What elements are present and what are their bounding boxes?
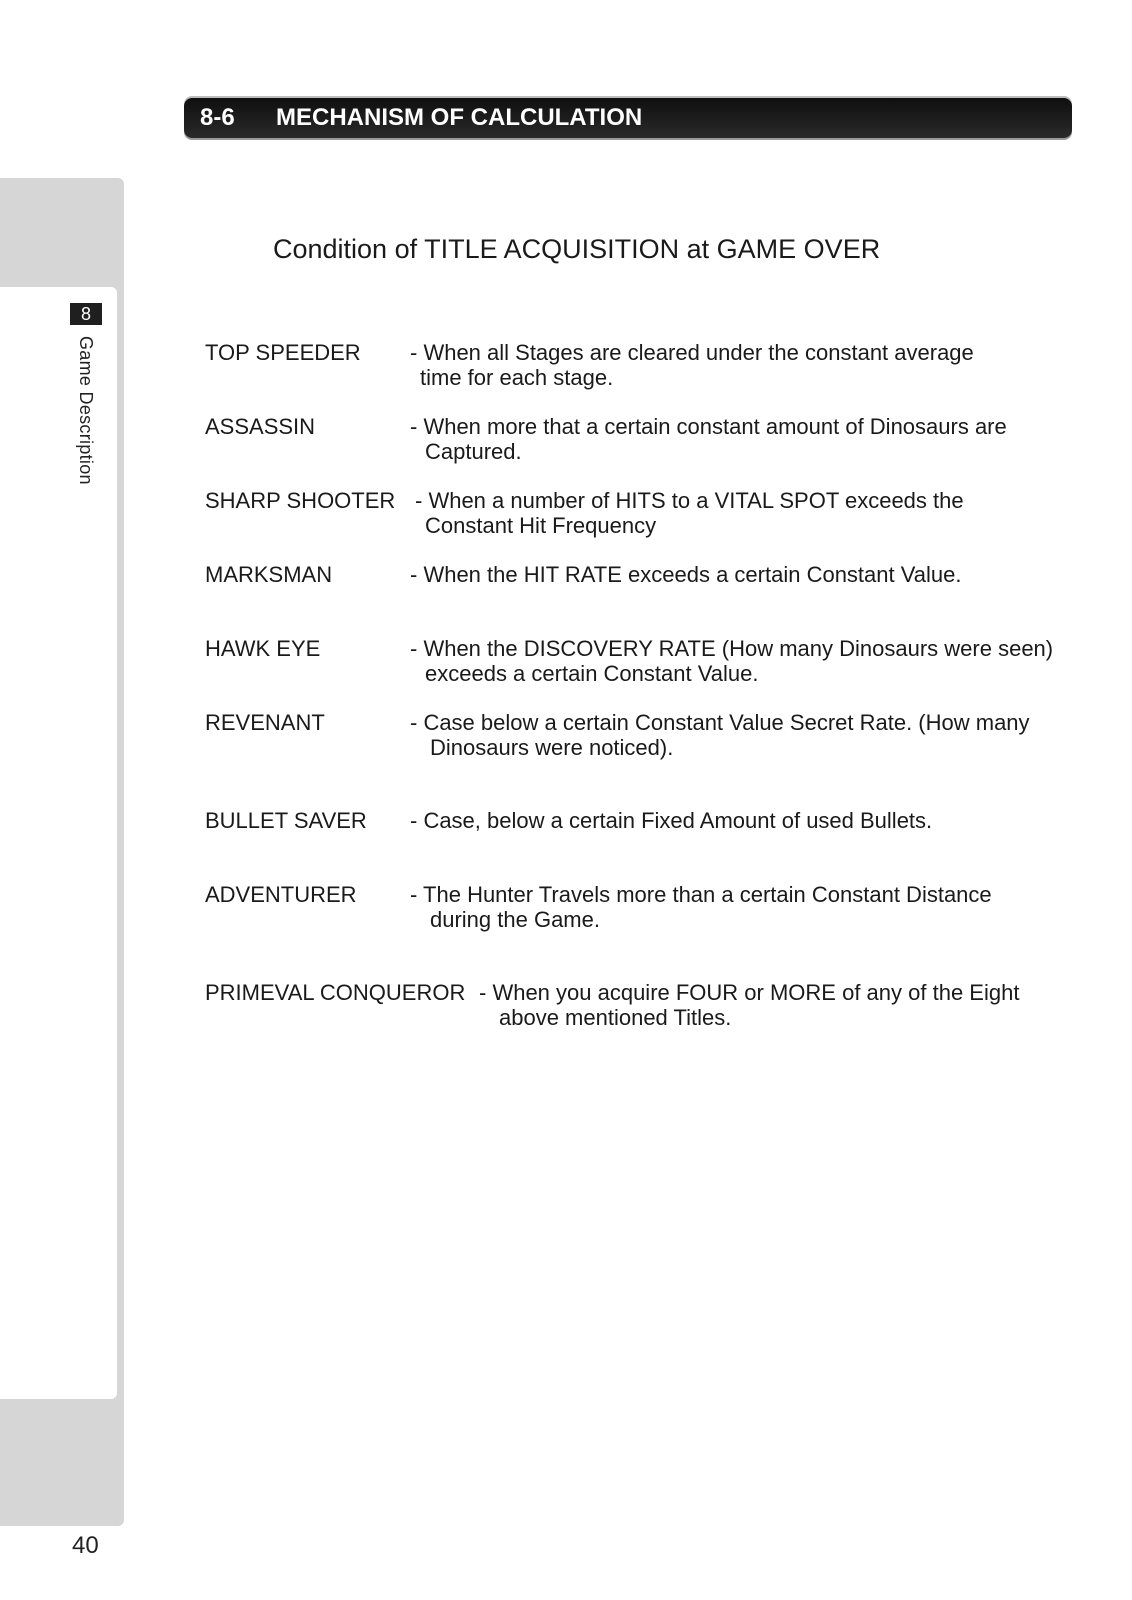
title-term: HAWK EYE bbox=[205, 636, 321, 661]
section-number: 8-6 bbox=[200, 104, 235, 131]
description-line: - When the DISCOVERY RATE (How many Dinosaurs were seen) bbox=[410, 636, 1054, 661]
title-description bbox=[415, 488, 964, 538]
section-header bbox=[184, 98, 1072, 138]
title-description bbox=[410, 882, 992, 932]
title-term: SHARP SHOOTER bbox=[205, 488, 396, 513]
description-line: - Case below a certain Constant Value Secret Rate. (How many bbox=[410, 710, 1030, 735]
description-line: - When you acquire FOUR or MORE of any of the Eight bbox=[479, 980, 1020, 1005]
title-term: PRIMEVAL CONQUEROR bbox=[205, 980, 466, 1005]
side-tab-panel bbox=[0, 287, 117, 1399]
description-line: Dinosaurs were noticed). bbox=[430, 735, 674, 760]
title-term: MARKSMAN bbox=[205, 562, 333, 587]
title-description bbox=[410, 808, 932, 833]
description-line: time for each stage. bbox=[420, 365, 614, 390]
description-line: during the Game. bbox=[430, 907, 600, 932]
title-term: ASSASSIN bbox=[205, 414, 316, 439]
title-term: BULLET SAVER bbox=[205, 808, 367, 833]
title-term: ADVENTURER bbox=[205, 882, 357, 907]
description-line: exceeds a certain Constant Value. bbox=[425, 661, 759, 686]
description-line: - When more that a certain constant amount of Dinosaurs are bbox=[410, 414, 1007, 439]
description-line: - Case, below a certain Fixed Amount of used Bullets. bbox=[410, 808, 933, 833]
title-description bbox=[410, 562, 961, 587]
section-title: MECHANISM OF CALCULATION bbox=[276, 104, 643, 131]
title-description bbox=[410, 414, 1007, 464]
chapter-title: Game Description bbox=[76, 336, 96, 485]
page-number: 40 bbox=[72, 1532, 99, 1559]
title-description bbox=[410, 636, 1053, 686]
chapter-badge: 8 bbox=[70, 303, 102, 325]
description-line: - The Hunter Travels more than a certain Constant Distance bbox=[410, 882, 992, 907]
subtitle: Condition of TITLE ACQUISITION at GAME OVER bbox=[273, 234, 881, 264]
title-term: TOP SPEEDER bbox=[205, 340, 361, 365]
title-description bbox=[410, 340, 974, 390]
title-term: REVENANT bbox=[205, 710, 325, 735]
description-line: - When a number of HITS to a VITAL SPOT exceeds the bbox=[415, 488, 964, 513]
title-description bbox=[479, 980, 1019, 1030]
description-line: above mentioned Titles. bbox=[499, 1005, 732, 1030]
description-line: - When the HIT RATE exceeds a certain Constant Value. bbox=[410, 562, 962, 587]
title-description bbox=[410, 710, 1030, 760]
description-line: Captured. bbox=[425, 439, 522, 464]
description-line: Constant Hit Frequency bbox=[425, 513, 657, 538]
description-line: - When all Stages are cleared under the constant average bbox=[410, 340, 974, 365]
